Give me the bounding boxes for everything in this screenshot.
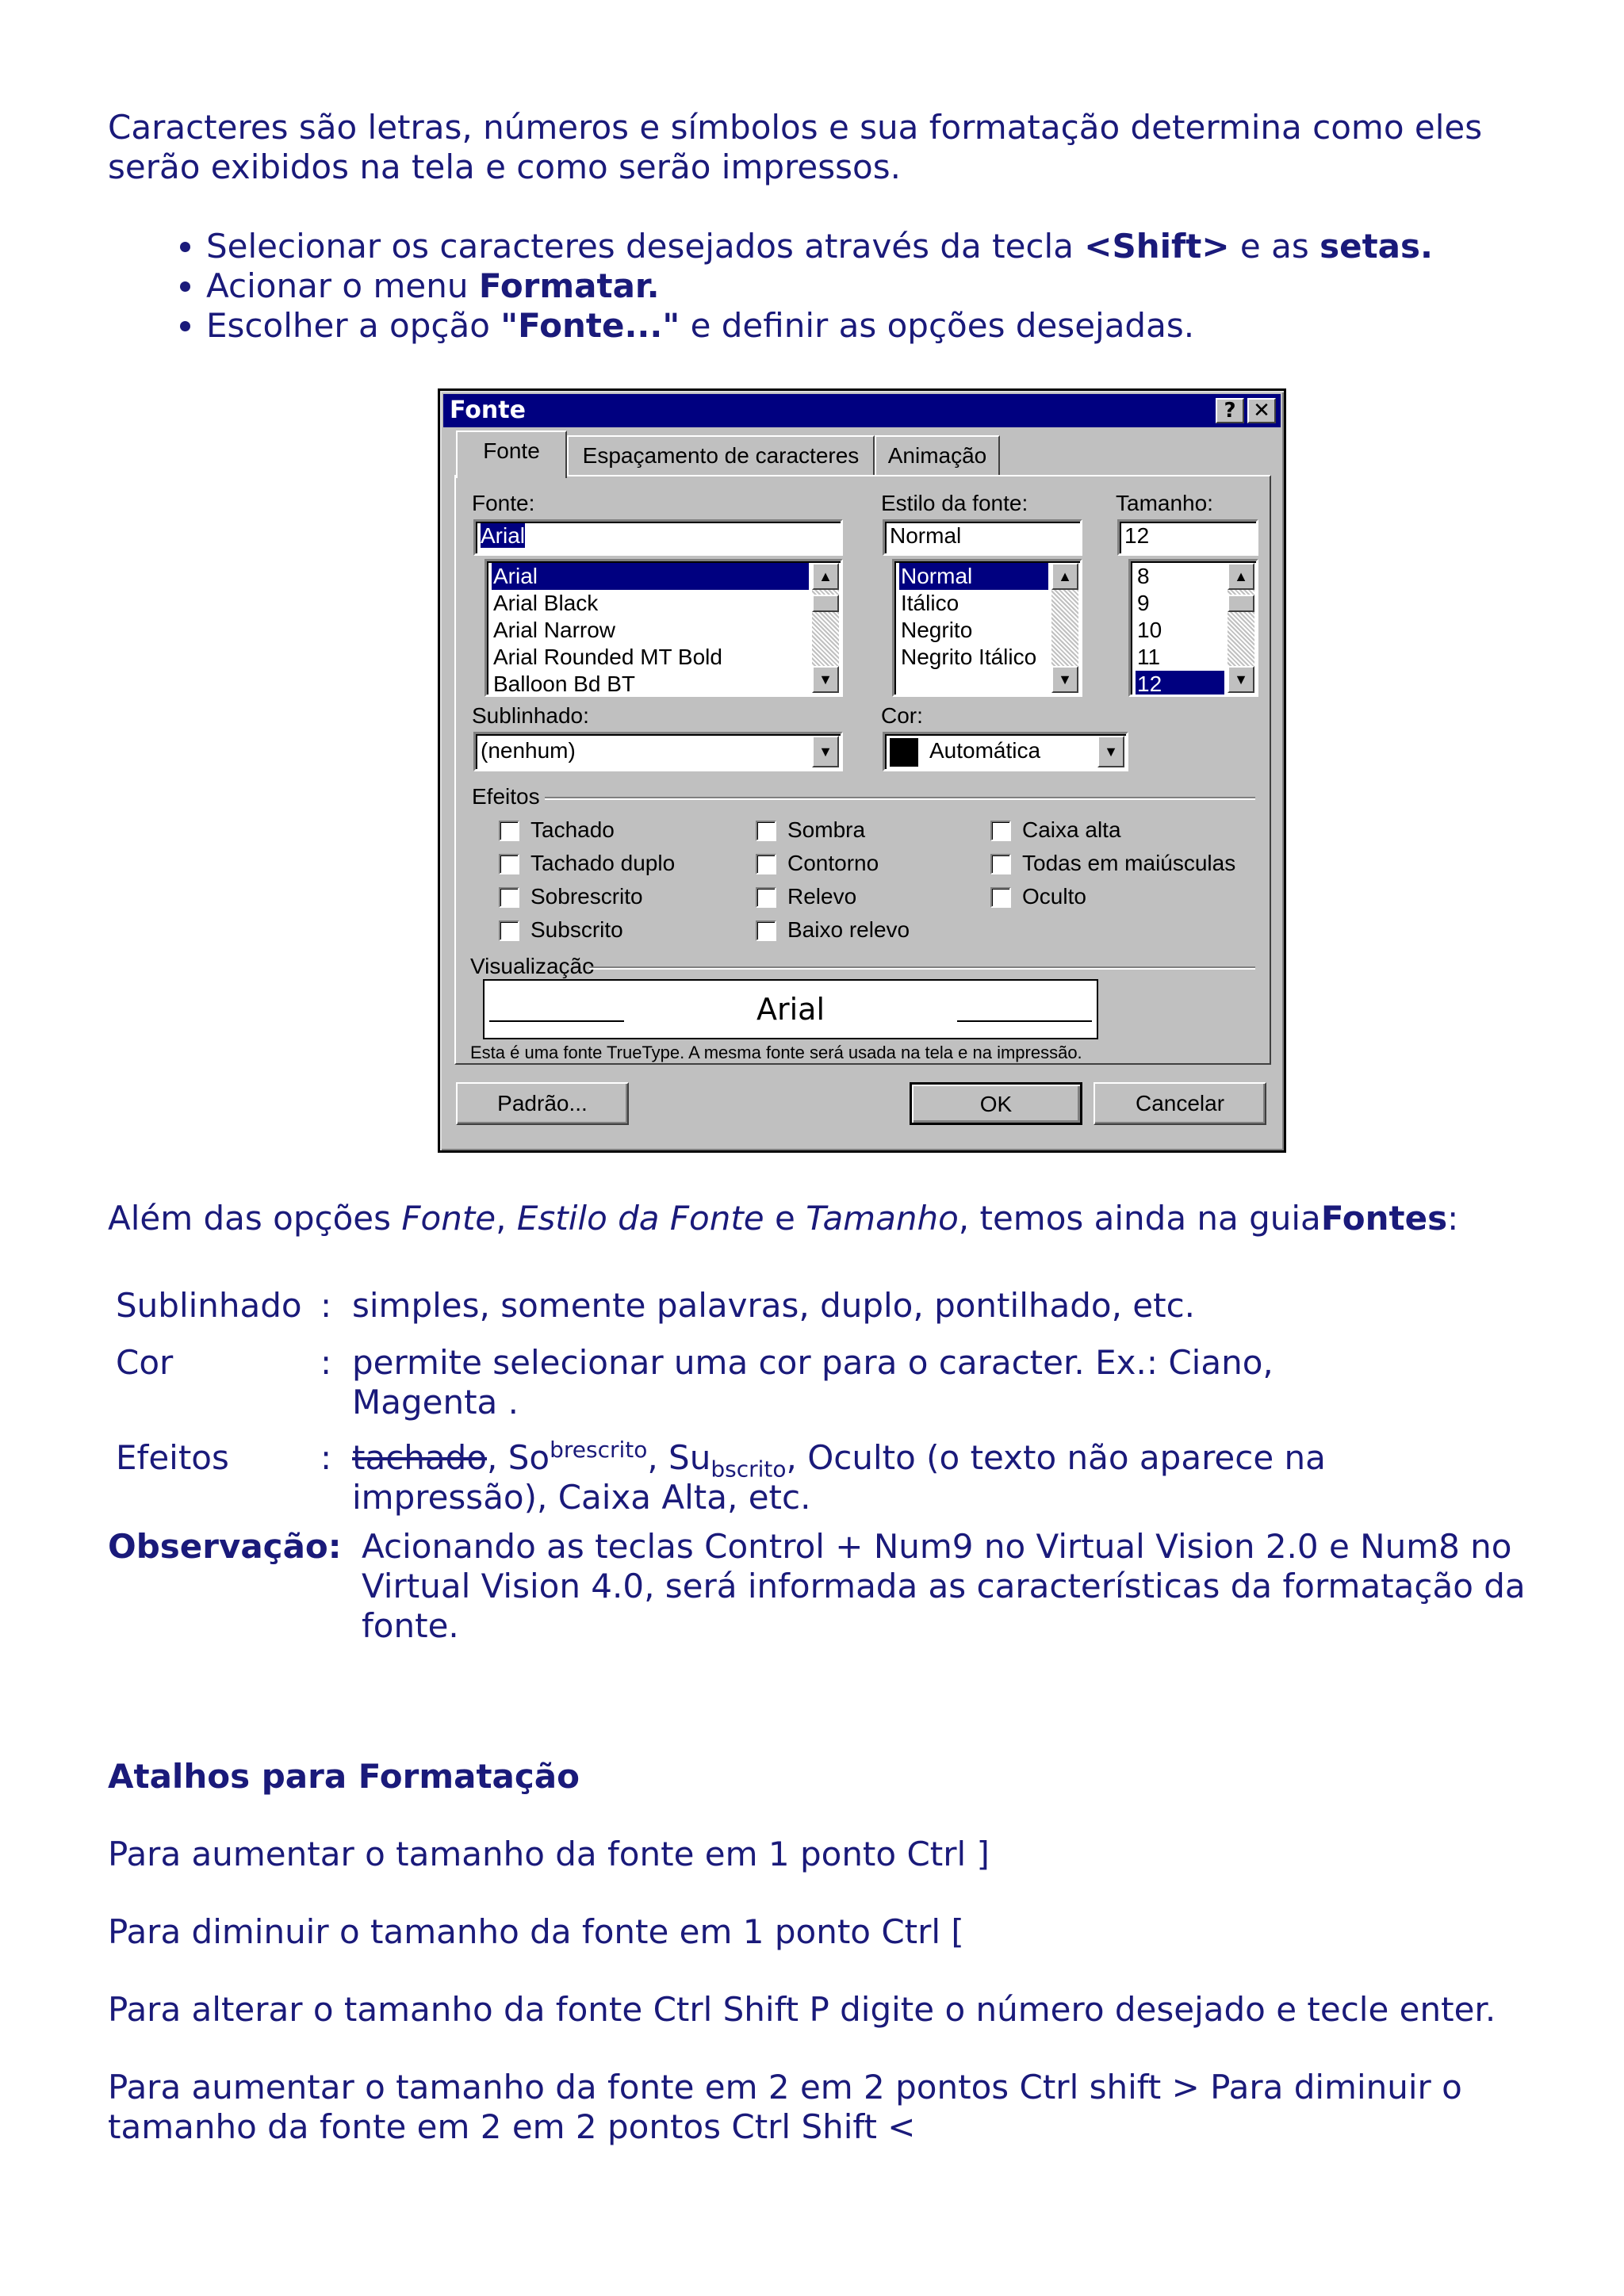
checkbox-label: Oculto (1022, 884, 1086, 909)
list-item[interactable]: 10 (1137, 618, 1162, 642)
text: e (764, 1199, 806, 1238)
def-term-color: Cor (116, 1343, 174, 1382)
step-text: e as (1229, 227, 1320, 266)
checkbox-label: Tachado (530, 817, 615, 842)
list-item[interactable]: 11 (1137, 645, 1161, 669)
list-item[interactable]: Arial Rounded MT Bold (493, 645, 722, 669)
def-desc-color: permite selecionar uma cor para o caracter. Ex.: Ciano, Magenta . (352, 1343, 1274, 1422)
step-key: setas. (1320, 227, 1433, 266)
text: Tamanho (806, 1199, 959, 1238)
font-size-list[interactable] (1128, 559, 1258, 697)
scroll-thumb[interactable] (1228, 595, 1254, 612)
checkbox-subscrito[interactable] (499, 920, 519, 941)
list-item[interactable]: 9 (1137, 591, 1150, 615)
scroll-down-icon[interactable]: ▼ (1051, 666, 1078, 693)
checkbox-label: Caixa alta (1022, 817, 1121, 842)
font-style-input[interactable]: Normal (883, 519, 1082, 556)
step-text: Acionar o menu (206, 266, 479, 305)
underline-label: Sublinhado: (472, 703, 589, 728)
shortcuts-heading: Atalhos para Formatação (108, 1757, 580, 1796)
checkbox-caixa-alta[interactable] (990, 821, 1011, 841)
checkbox-contorno[interactable] (756, 854, 776, 874)
step-text: Selecionar os caracteres desejados através da tecla (206, 227, 1085, 266)
checkbox-sombra[interactable] (756, 821, 776, 841)
text: Estilo da Fonte (516, 1199, 764, 1238)
color-value: Automática (929, 738, 1041, 763)
scroll-up-icon[interactable]: ▲ (1051, 563, 1078, 590)
checkbox-label: Tachado duplo (530, 851, 676, 875)
size-list-scrollbar[interactable] (1228, 563, 1254, 693)
underline-select[interactable] (473, 732, 843, 771)
effects-group-label: Efeitos (472, 784, 540, 809)
strike-sample: tachado (352, 1438, 488, 1477)
font-label: Fonte: (472, 491, 535, 515)
checkbox-tachado-duplo[interactable] (499, 854, 519, 874)
chevron-down-icon[interactable]: ▼ (1097, 736, 1124, 767)
shortcut-line: Para alterar o tamanho da fonte Ctrl Shift P digite o número desejado e tecle enter. (108, 1990, 1496, 2029)
color-swatch (890, 738, 918, 767)
font-dialog (438, 388, 1286, 1153)
list-item[interactable]: 12 (1136, 671, 1224, 697)
superscript-sample: brescrito (550, 1437, 648, 1463)
step-key: <Shift> (1084, 227, 1230, 266)
tab-espacamento[interactable]: Espaçamento de caracteres (567, 435, 875, 476)
shortcut-line: Para diminuir o tamanho da fonte em 1 ponto Ctrl [ (108, 1912, 964, 1951)
step-text: Escolher a opção (206, 306, 501, 345)
preview-underline-right (957, 1020, 1092, 1022)
checkbox-baixo-relevo[interactable] (756, 920, 776, 941)
list-item[interactable]: Arial Black (493, 591, 599, 615)
group-divider (545, 797, 1255, 800)
list-item[interactable]: Negrito (901, 618, 973, 642)
checkbox-oculto[interactable] (990, 887, 1011, 908)
color-label: Cor: (881, 703, 923, 728)
checkbox-todas-maiusculas[interactable] (990, 854, 1011, 874)
cancel-button[interactable]: Cancelar (1094, 1082, 1266, 1125)
def-colon: : (320, 1438, 332, 1477)
scroll-up-icon[interactable]: ▲ (1228, 563, 1254, 590)
besides-paragraph (108, 1199, 1458, 1238)
checkbox-label: Relevo (787, 884, 857, 909)
text: : (1447, 1199, 1459, 1238)
list-item[interactable]: Negrito Itálico (901, 645, 1037, 669)
list-item[interactable]: Arial (492, 563, 809, 590)
shortcut-line: Para aumentar o tamanho da fonte em 2 em 2 pontos Ctrl shift > Para diminuir o tamanho da fonte em 2 em 2 pontos Ctrl Shift < (108, 2068, 1462, 2146)
font-list[interactable] (485, 559, 843, 697)
checkbox-label: Todas em maiúsculas (1022, 851, 1236, 875)
text: , So (487, 1438, 550, 1477)
tab-panel (454, 475, 1271, 1065)
text: Além das opções (108, 1199, 402, 1238)
preview-text: Arial (756, 992, 825, 1027)
tab-fonte[interactable]: Fonte (456, 430, 567, 478)
list-item[interactable]: 8 (1137, 564, 1150, 588)
ok-button[interactable]: OK (910, 1082, 1082, 1125)
dialog-titlebar (443, 394, 1281, 427)
help-button[interactable]: ? (1216, 398, 1244, 423)
subscript-sample: bscrito (710, 1456, 787, 1483)
preview-box (483, 979, 1098, 1039)
def-term-underline: Sublinhado (116, 1286, 302, 1325)
step-text: e definir as opções desejadas. (680, 306, 1195, 345)
def-colon: : (320, 1286, 332, 1325)
steps-list (108, 227, 1433, 346)
def-term-effects: Efeitos (116, 1438, 229, 1477)
checkbox-label: Subscrito (530, 917, 623, 942)
list-item[interactable]: Arial Narrow (493, 618, 616, 642)
observation-text: Acionando as teclas Control + Num9 no Virtual Vision 2.0 e Num8 no Virtual Vision 4.0, será informada as características da formatação da fonte. (362, 1527, 1526, 1645)
font-list-scrollbar[interactable] (812, 563, 839, 693)
font-style-list[interactable] (892, 559, 1082, 697)
font-size-label: Tamanho: (1116, 491, 1213, 515)
scroll-down-icon[interactable]: ▼ (1228, 666, 1254, 693)
checkbox-tachado[interactable] (499, 821, 519, 841)
text: , temos ainda na guia (958, 1199, 1321, 1238)
observation-label: Observação: (108, 1527, 342, 1566)
def-colon: : (320, 1343, 332, 1382)
dialog-title: Fonte (450, 396, 526, 424)
intro-paragraph: Caracteres são letras, números e símbolos e sua formatação determina como eles serão exibidos na tela e como serão impressos. (108, 108, 1483, 186)
checkbox-relevo[interactable] (756, 887, 776, 908)
step-menu: Formatar. (478, 266, 660, 305)
list-item[interactable]: Normal (899, 563, 1048, 590)
scroll-thumb[interactable] (812, 595, 839, 612)
default-button[interactable]: Padrão... (456, 1082, 629, 1125)
list-item (206, 306, 1433, 346)
close-button[interactable]: ✕ (1247, 398, 1276, 423)
underline-value: (nenhum) (481, 738, 576, 763)
list-item[interactable]: Itálico (901, 591, 959, 615)
truetype-note: Esta é uma fonte TrueType. A mesma fonte será usada na tela e na impressão. (470, 1043, 1082, 1062)
list-item (206, 227, 1433, 266)
def-desc-underline: simples, somente palavras, duplo, pontilhado, etc. (352, 1286, 1196, 1325)
checkbox-sobrescrito[interactable] (499, 887, 519, 908)
text: Fontes (1320, 1199, 1448, 1238)
scroll-up-icon[interactable]: ▲ (812, 563, 839, 590)
tab-animacao[interactable]: Animação (875, 435, 1000, 476)
list-item[interactable]: Balloon Bd BT (493, 672, 635, 696)
text: , Oculto (o texto não aparece na impressão), Caixa Alta, etc. (352, 1438, 1326, 1517)
preview-group-label: Visualização (470, 954, 595, 978)
font-name-value: Arial (481, 523, 526, 548)
color-select[interactable] (883, 732, 1128, 771)
font-size-input[interactable]: 12 (1117, 519, 1258, 556)
shortcut-line: Para aumentar o tamanho da fonte em 1 ponto Ctrl ] (108, 1835, 990, 1873)
chevron-down-icon[interactable]: ▼ (812, 736, 839, 767)
checkbox-label: Baixo relevo (787, 917, 910, 942)
def-desc-effects (352, 1438, 1383, 1517)
checkbox-label: Sombra (787, 817, 866, 842)
step-option: "Fonte..." (500, 306, 680, 345)
text: , (496, 1199, 517, 1238)
scroll-down-icon[interactable]: ▼ (812, 666, 839, 693)
font-style-label: Estilo da fonte: (881, 491, 1028, 515)
checkbox-label: Contorno (787, 851, 879, 875)
text: , Su (647, 1438, 711, 1477)
list-item (206, 266, 1433, 306)
style-list-scrollbar[interactable] (1051, 563, 1078, 693)
font-name-input[interactable] (473, 519, 843, 556)
text: Fonte (401, 1199, 496, 1238)
checkbox-label: Sobrescrito (530, 884, 643, 909)
group-divider (589, 966, 1255, 970)
